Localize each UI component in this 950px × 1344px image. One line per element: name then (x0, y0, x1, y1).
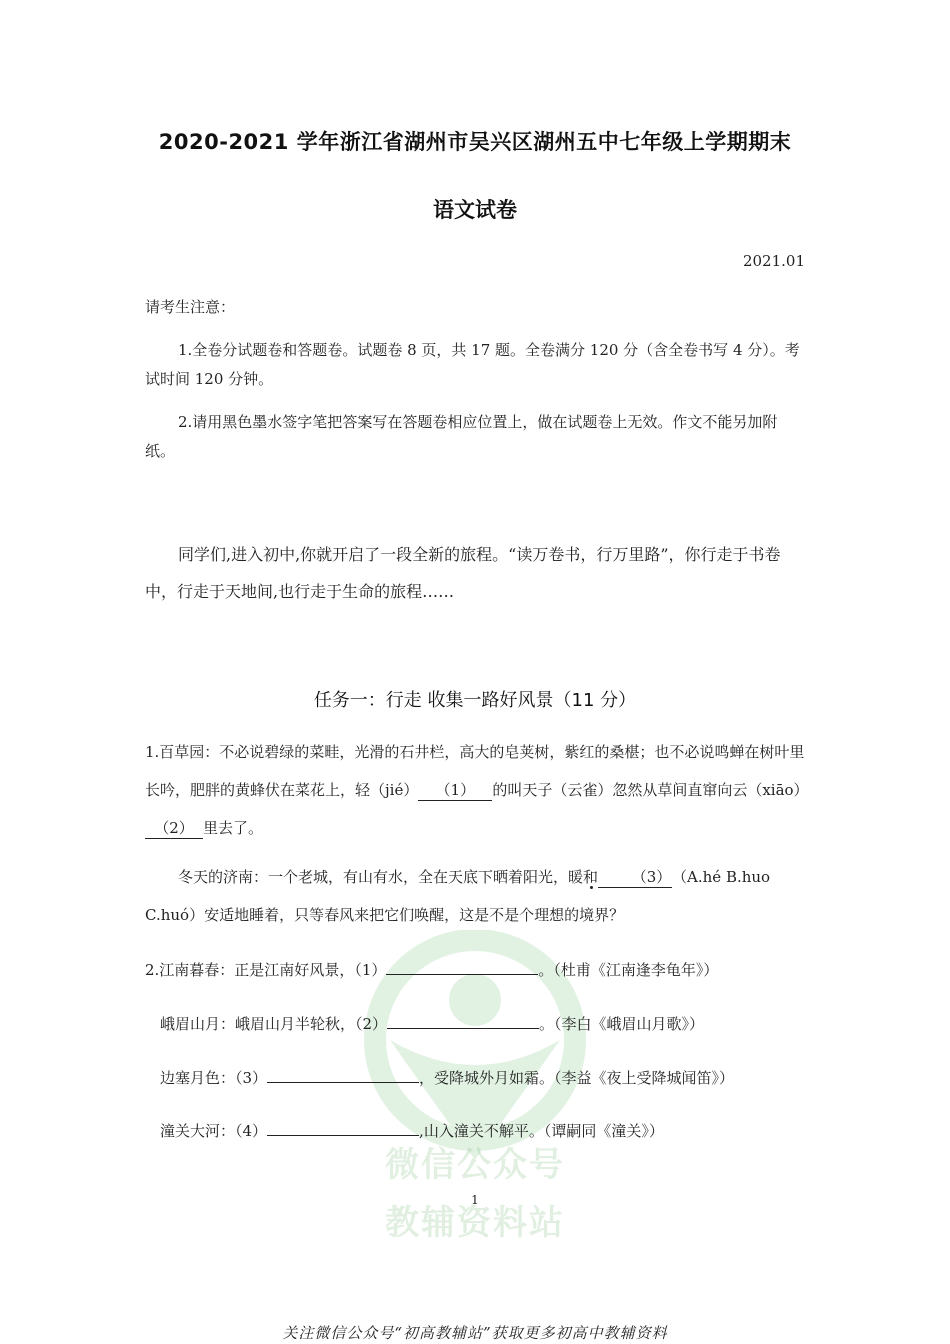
q1b-text-pre: 冬天的济南：一个老城，有山有水，全在天底下晒着阳光，暖 (178, 868, 584, 886)
watermark-text-2: 教辅资料站 (385, 1203, 565, 1243)
question-1b (145, 858, 810, 934)
question-2-line-1 (145, 959, 718, 980)
q2-line1-pre: 2.江南暮春：正是江南好风景，（1） (145, 961, 387, 979)
watermark-text-1: 微信公众号 (385, 1145, 565, 1185)
notice-item-2: 2.请用黑色墨水签字笔把答案写在答题卷相应位置上，做在试题卷上无效。作文不能另加附纸。 (145, 413, 778, 460)
footer-promo: 关注微信公众号“初高教辅站”获取更多初高中教辅资料 (282, 1324, 668, 1342)
exam-title-line2: 语文试卷 (433, 198, 517, 222)
q2-fill-4 (267, 1121, 419, 1136)
q1b-dotted-char: 和 (583, 868, 599, 886)
q2-fill-3 (267, 1068, 419, 1083)
q2-line3-pre: 边塞月色：（3） (160, 1069, 268, 1087)
q1-blank-3: （3） (598, 867, 672, 888)
page-number: 1 (471, 1193, 479, 1207)
q1b-text-post: （A.hé B.huo C.huó）安适地睡着，只等春风来把它们唤醒，这是不是个理想的境界？ (145, 868, 771, 924)
q1a-text-post: 里去了。 (203, 819, 264, 837)
q2-line4-post: ,山入潼关不解平。（谭嗣同《潼关》） (419, 1122, 664, 1140)
q2-line2-post: 。（李白《峨眉山月歌》） (539, 1015, 705, 1033)
intro-paragraph: 同学们,进入初中,你就开启了一段全新的旅程。“读万卷书，行万里路”，你行走于书卷中，行走于天地间,也行走于生命的旅程…… (145, 545, 781, 601)
exam-date: 2021.01 (742, 252, 805, 270)
q2-line3-post: ，受降城外月如霜。（李益《夜上受降城闻笛》） (419, 1069, 735, 1087)
exam-title-line1: 2020-2021 学年浙江省湖州市吴兴区湖州五中七年级上学期期末 (158, 130, 792, 154)
question-2-line-3 (160, 1067, 734, 1088)
q1-blank-2: （2） (145, 818, 203, 839)
question-1a (145, 733, 810, 847)
q1-blank-1: （1） (418, 780, 492, 801)
question-2-line-2 (160, 1013, 704, 1034)
notice-heading: 请考生注意： (145, 298, 236, 316)
q1a-text-pre: 1.百草园：不必说碧绿的菜畦，光滑的石井栏，高大的皂荚树，紫红的桑椹；也不必说鸣蝉在树叶里长吟，肥胖的黄蜂伏在菜花上，轻（jié） (145, 743, 805, 799)
q2-line2-pre: 峨眉山月：峨眉山月半轮秋，（2） (160, 1015, 388, 1033)
q2-line1-post: 。（杜甫《江南逢李龟年》） (538, 961, 719, 979)
q1a-text-mid: 的叫天子（云雀）忽然从草间直窜向云（xiāo） (492, 781, 809, 799)
task1-heading: 任务一：行走 收集一路好风景（11 分） (313, 690, 637, 711)
q2-fill-2 (387, 1014, 539, 1029)
q2-line4-pre: 潼关大河：（4） (160, 1122, 268, 1140)
notice-item-1: 1.全卷分试题卷和答题卷。试题卷 8 页，共 17 题。全卷满分 120 分（含全卷书写 4 分）。考试时间 120 分钟。 (145, 341, 800, 388)
question-2-line-4 (160, 1120, 664, 1141)
q2-fill-1 (386, 960, 538, 975)
